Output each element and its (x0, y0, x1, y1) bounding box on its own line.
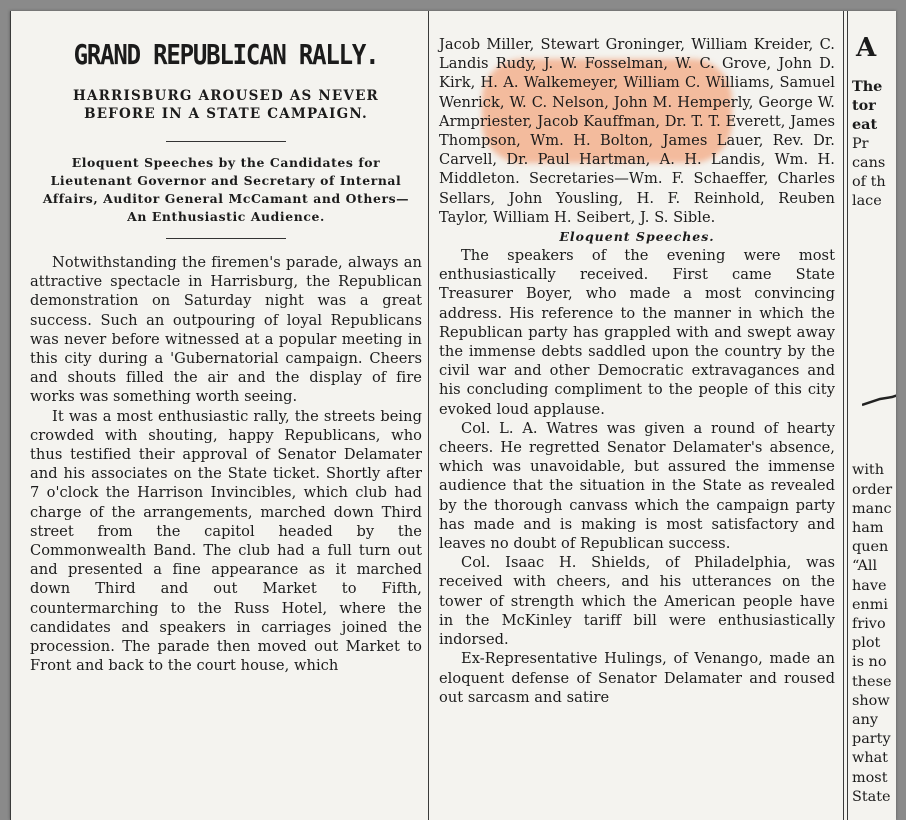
column-3-fragment-line: frivo (852, 616, 886, 633)
article-paragraph: The speakers of the evening were most enthusiastically received. First came State Treasurer Boyer, who made a most convincing address. His reference to the manner in which the Republican party has grappled with and swept away the immense debts saddled upon the country by the civil war and other Democratic extravagances and his concluding compliment to the people of this city evoked loud applause. (439, 247, 835, 418)
column-3-fragment-line: “All (852, 558, 878, 575)
column-3-fragment-line: quen (852, 539, 889, 556)
article-paragraph: Col. Isaac H. Shields, of Philadelphia, was received with cheers, and his utterances on the tower of strength which the American people have in the McKinley tariff bill were enthusiastically indorsed. (439, 554, 835, 649)
names-list: Jacob Miller, Stewart Groninger, William Kreider, C. Landis Rudy, J. W. Fosselman, W. C. Grove, John D. Kirk, H. A. Walkemeyer, William C. Williams, Samuel Wenrick, W. C. Nelson, John M. Hemperly, George W. Armpriester, Jacob Kauffman, Dr. T. T. Everett, James Thompson, Wm. H. Bolton, James Lauer, Rev. Dr. Carvell, Dr. Paul Hartman, A. H. Landis, Wm. H. Middleton. Secretaries—Wm. F. Schaeffer, Charles Sellars, John Yousling, H. F. Reinhold, Reuben Taylor, William H. Seibert, J. S. Sible. (439, 36, 835, 226)
column-1 (30, 35, 422, 675)
column-3-heading-letter: A (856, 33, 877, 63)
column-3-fragment (852, 29, 896, 807)
article-paragraph: Ex-Representative Hulings, of Venango, made an eloquent defense of Senator Delamater and roused out sarcasm and satire (439, 650, 835, 706)
headline: GRAND REPUBLICAN RALLY. (73, 38, 379, 72)
column-3-fragment-line: these (852, 673, 892, 690)
column-3-fragment-line: plot (852, 635, 881, 652)
column-3-fragment-line: show (852, 692, 890, 709)
deck: Eloquent Speeches by the Candidates for Lieutenant Governor and Secretary of Internal Affairs, Auditor General McCamant and Others—An Enthusiastic Audience. (42, 155, 410, 224)
divider-rule (166, 238, 286, 239)
column-divider-1 (428, 11, 429, 820)
column-3-head-fragments (852, 77, 896, 135)
article-paragraph: Col. L. A. Watres was given a round of hearty cheers. He regretted Senator Delamater's absence, which was unavoidable, but assured the immense audience that the situation in the State as revealed by the thorough canvass which the campaign party has made and is making is most satisfactory and leaves no doubt of Republican success. (439, 419, 835, 553)
column-3-fragment-line: most (852, 769, 888, 786)
column-divider-2 (843, 11, 844, 820)
article-paragraph: Notwithstanding the firemen's parade, always an attractive spectacle in Harrisburg, the Republican demonstration on Saturday night was a great success. Such an outpouring of loyal Republicans was never before witnessed at a popular meeting in this city during a 'Gubernatorial campaign. Cheers and shouts filled the air and the display of fire works was something worth seeing. (30, 254, 422, 406)
column-3-fragment-line: of th (852, 174, 886, 191)
column-3-fragment-line: enmi (852, 596, 889, 613)
column-3-fragment-line: lace (852, 193, 882, 210)
column-3-fragment-line: Pr (852, 135, 869, 152)
column-2 (439, 35, 835, 707)
newspaper-page (10, 11, 896, 820)
section-heading: Eloquent Speeches. (559, 229, 715, 245)
column-3-fragment-line: eat (852, 116, 878, 134)
column-3-fragment-line: State (852, 788, 891, 805)
column-3-fragment-line: cans (852, 154, 886, 171)
column-3-fragment-line: any (852, 712, 878, 729)
pen-mark-icon (862, 389, 896, 409)
subheadline: HARRISBURG AROUSED AS NEVER BEFORE IN A STATE CAMPAIGN. (73, 88, 379, 122)
divider-rule (166, 141, 286, 142)
column-3-fragment-line: tor (852, 97, 876, 115)
column-3-fragment-line: order (852, 481, 893, 498)
column-3-fragment-line: ham (852, 520, 884, 537)
column-3-fragment-line: what (852, 750, 888, 767)
column-3-fragment-line: with (852, 462, 884, 479)
column-3-text-fragments (852, 135, 896, 212)
column-3-lower-fragments (852, 461, 896, 807)
left-column-rule (10, 11, 11, 820)
column-3-fragment-line: is no (852, 654, 887, 671)
column-3-fragment-line: party (852, 731, 891, 748)
column-3-fragment-line: manc (852, 500, 892, 517)
article-paragraph: It was a most enthusiastic rally, the streets being crowded with shouting, happy Republicans, who thus testified their approval of Senator Delamater and his associates on the State ticket. Shortly after 7 o'clock the Harrison Invincibles, which club had charge of the arrangements, marched down Third street from the capitol headed by the Commonwealth Band. The club had a full turn out and presented a fine appearance as it marched down Third and out Market to Fifth, countermarching to the Russ Hotel, where the candidates and speakers in carriages joined the procession. The parade then moved out Market to Front and back to the court house, which (30, 407, 422, 675)
column-3-fragment-line: have (852, 577, 887, 594)
column-divider-2b (847, 11, 848, 820)
column-3-fragment-line: The (852, 78, 883, 95)
